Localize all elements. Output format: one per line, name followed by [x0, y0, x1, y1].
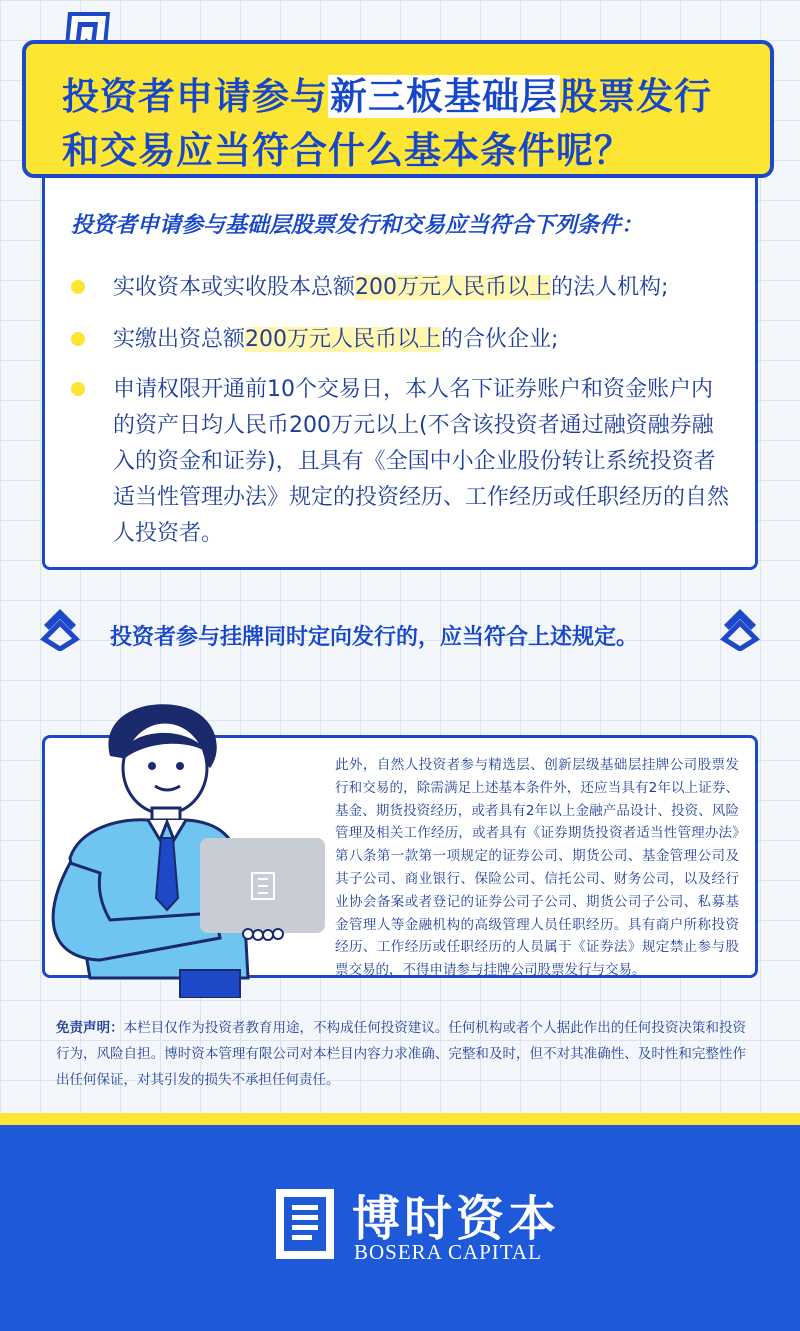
condition-text: 实缴出资总额200万元人民币以上的合伙企业; — [113, 327, 559, 352]
bullet-dot-icon — [71, 280, 85, 294]
conditions-intro: 投资者申请参与基础层股票发行和交易应当符合下列条件： — [71, 213, 644, 238]
double-chevron-diamond-icon — [720, 607, 760, 651]
bosera-logo-icon — [270, 1185, 340, 1263]
investor-illustration — [30, 698, 350, 998]
title-line-1 — [62, 66, 712, 120]
title-highlight: 新三板基础层 — [330, 75, 558, 118]
extra-conditions-text: 此外，自然人投资者参与精选层、创新层级基础层挂牌公司股票发行和交易的，除需满足上述基本条件外，还应当具有2年以上证券、基金、期货投资经历，或者具有2年以上金融产品设计、投资、风险管理及相关工作经历，或者具有《证券期货投资者适当性管理办法》第八条第一款第一项规定的证券公司、期货公司、基金管理公司及其子公司、商业银行、保险公司、信托公司、财务公司，以及经行业协会备案或者登记的证券公司子公司、期货公司子公司、私募基金管理人等金融机构的高级管理人员任职经历。具有商户所称投资经历、工作经历或任职经历的人员属于《证券法》规定禁止参与股票交易的，不得申请参与挂牌公司股票发行与交易。 — [335, 757, 739, 979]
statement-text: 投资者参与挂牌同时定向发行的，应当符合上述规定。 — [110, 625, 639, 650]
title-text: 投资者申请参与 — [62, 75, 328, 118]
brand-name-en: BOSERA CAPITAL — [354, 1240, 542, 1264]
disclaimer-label: 免责声明： — [56, 1020, 124, 1036]
title-text: 股票发行 — [560, 75, 712, 118]
condition-text: 实收资本或实收股本总额200万元人民币以上的法人机构; — [113, 275, 669, 300]
brand-name-cn: 博时资本 — [352, 1191, 561, 1247]
bullet-dot-icon — [71, 382, 85, 396]
bullet-dot-icon — [71, 332, 85, 346]
double-chevron-diamond-icon — [40, 607, 80, 651]
disclaimer — [56, 1015, 746, 1093]
title-line-2: 和交易应当符合什么基本条件呢？ — [62, 129, 632, 172]
disclaimer-text: 本栏目仅作为投资者教育用途，不构成任何投资建议。任何机构或者个人据此作出的任何投资决策和投资行为，风险自担。博时资本管理有限公司对本栏目内容力求准确、完整和及时，但不对其准确性、及时性和完整性作出任何保证，对其引发的损失不承担任何责任。 — [56, 1020, 747, 1088]
title-box — [22, 40, 774, 178]
condition-text: 申请权限开通前10个交易日，本人名下证券账户和资金账户内的资产日均人民币200万元以上(不含该投资者通过融资融券融入的资金和证券)，且具有《全国中小企业股份转让系统投资者适当性管理办法》规定的投资经历、工作经历或任职经历的自然人投资者。 — [113, 377, 730, 546]
conditions-card — [42, 178, 758, 570]
footer-stripe — [0, 1113, 800, 1125]
